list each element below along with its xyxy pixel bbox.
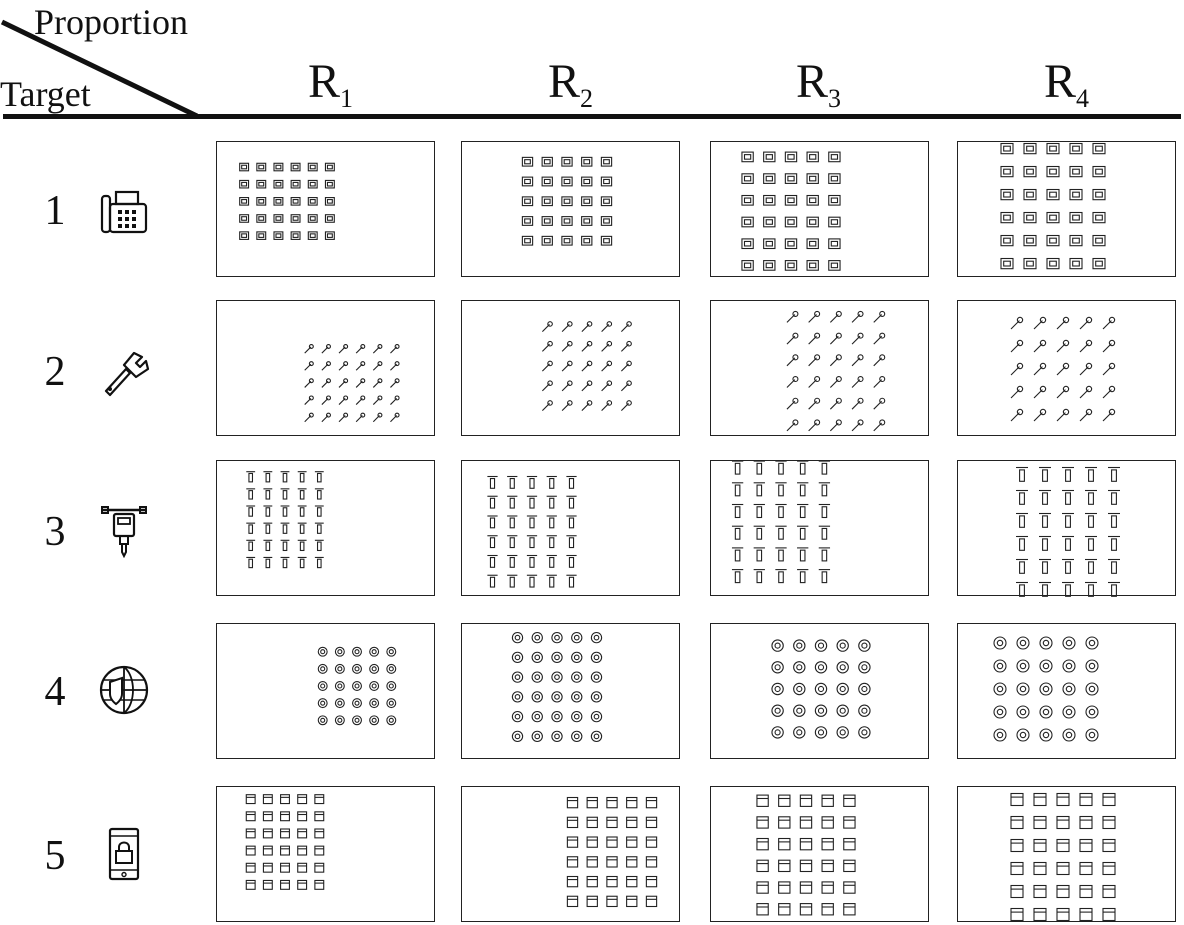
row-number-3: 3	[44, 509, 66, 555]
stimulus-cell-row4-r4	[957, 623, 1176, 759]
icon-grid	[462, 142, 681, 278]
row-number-1: 1	[44, 188, 66, 234]
icon-grid	[462, 461, 681, 597]
column-header-r3: $R_3$	[796, 55, 842, 113]
icon-grid	[711, 461, 930, 597]
column-header-r1: $R_1$	[308, 55, 354, 113]
stimulus-cell-row2-r2	[461, 300, 680, 436]
stimulus-cell-row2-r3	[710, 300, 929, 436]
icon-grid	[958, 142, 1177, 278]
stimulus-cell-row3-r4	[957, 460, 1176, 596]
icon-grid	[217, 142, 436, 278]
icon-grid	[958, 624, 1177, 760]
wrench-icon	[96, 343, 152, 399]
stimulus-cell-row3-r3	[710, 460, 929, 596]
row-number-4: 4	[44, 669, 66, 715]
row-number-2: 2	[44, 349, 66, 395]
stimulus-cell-row1-r3	[710, 141, 929, 277]
stimulus-cell-row3-r2	[461, 460, 680, 596]
icon-grid	[711, 301, 930, 437]
stimulus-cell-row5-r4	[957, 786, 1176, 922]
globe-shield-icon	[96, 662, 152, 718]
icon-grid	[958, 461, 1177, 597]
stimulus-cell-row2-r1	[216, 300, 435, 436]
column-header-r4: $R_4$	[1044, 55, 1090, 113]
icon-grid	[217, 624, 436, 760]
icon-grid	[217, 787, 436, 923]
proportion-header-label: Proportion	[34, 2, 189, 42]
stimulus-cell-row5-r1	[216, 786, 435, 922]
fax-machine-icon	[96, 186, 152, 242]
jackhammer-icon	[96, 502, 152, 558]
stimulus-cell-row1-r1	[216, 141, 435, 277]
mobile-lock-icon	[96, 826, 152, 882]
column-header-r2: $R_2$	[548, 55, 594, 113]
icon-grid	[711, 624, 930, 760]
target-header-label: Target	[0, 74, 91, 114]
icon-grid	[462, 624, 681, 760]
stimulus-cell-row5-r3	[710, 786, 929, 922]
stimulus-cell-row1-r2	[461, 141, 680, 277]
stimulus-cell-row4-r1	[216, 623, 435, 759]
stimulus-cell-row4-r3	[710, 623, 929, 759]
icon-grid	[462, 787, 681, 923]
icon-grid	[217, 301, 436, 437]
stimulus-cell-row1-r4	[957, 141, 1176, 277]
icon-grid	[462, 301, 681, 437]
icon-grid	[958, 301, 1177, 437]
row-number-5: 5	[44, 833, 66, 879]
icon-grid	[711, 142, 930, 278]
icon-grid	[217, 461, 436, 597]
icon-grid	[711, 787, 930, 923]
stimulus-cell-row4-r2	[461, 623, 680, 759]
icon-grid	[958, 787, 1177, 923]
stimulus-cell-row2-r4	[957, 300, 1176, 436]
stimulus-cell-row5-r2	[461, 786, 680, 922]
stimulus-cell-row3-r1	[216, 460, 435, 596]
